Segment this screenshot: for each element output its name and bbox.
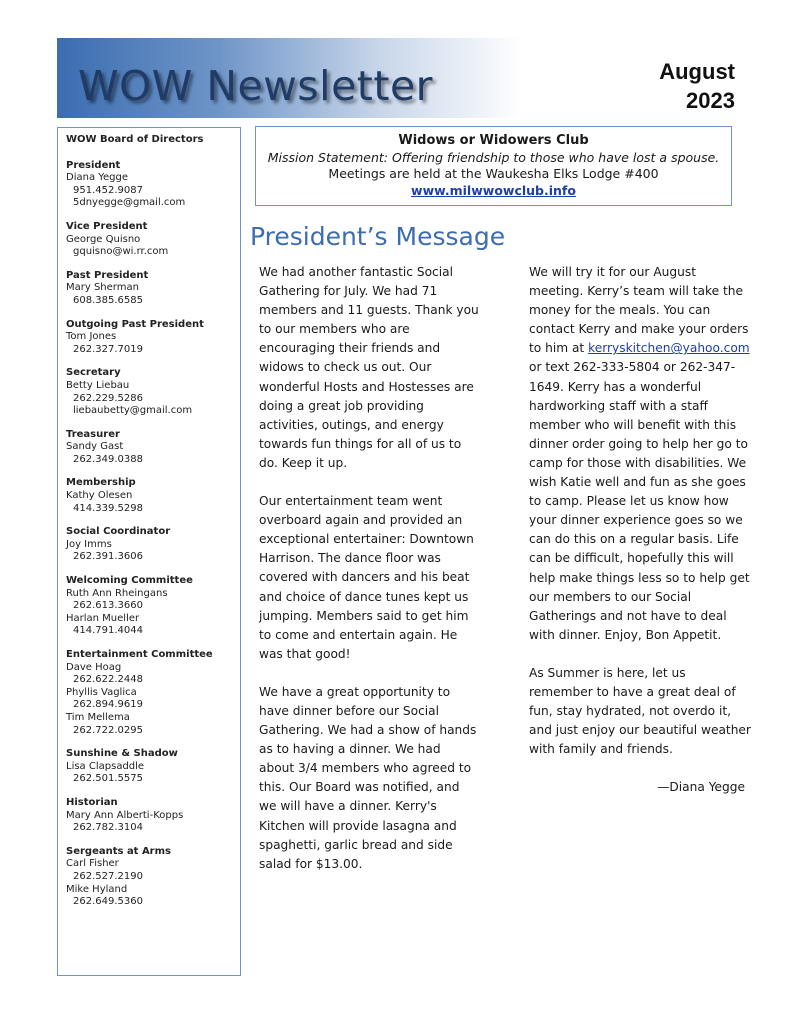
board-member-contact: 951.452.9087 [73, 184, 143, 196]
board-member-name: Joy Imms [66, 538, 112, 550]
board-member-contact: 262.229.5286 [73, 392, 143, 404]
board-member-contact: 262.782.3104 [73, 822, 143, 834]
board-member-name: Diana Yegge [66, 172, 129, 184]
sidebar-heading: WOW Board of Directors [66, 134, 204, 145]
email-link[interactable]: kerryskitchen@yahoo.com [588, 341, 750, 356]
board-member-contact: 262.722.0295 [73, 724, 143, 736]
board-member-name: Lisa Clapsaddle [66, 760, 145, 772]
issue-month: August [659, 59, 735, 84]
paragraph-text: or text 262-333-5804 or 262-347-1649. Kerry has a wonderful hardworking staff with a staff member who will benefit with this dinner order going to help her go to camp for those with disabilities. We wish Katie well and fun as she goes to camp. Please let us know how your dinner experience goes so we can do this on a regular basis. Life can be difficult, hopefully this will help make things less so to help get our members to our Social Gatherings and not have to deal with dinner. Enjoy, Bon Appetit. [529, 360, 750, 642]
board-member-name: Carl Fisher [66, 858, 119, 870]
board-of-directors-sidebar [57, 127, 241, 976]
article-column-left [259, 263, 479, 893]
board-role-group [66, 429, 240, 467]
board-member-name: George Quisno [66, 233, 141, 245]
board-member-contact: 608.385.6585 [73, 294, 143, 306]
board-member-contact: 262.349.0388 [73, 453, 143, 465]
board-member-name: Mary Ann Alberti-Kopps [66, 809, 184, 821]
board-member-contact: 414.791.4044 [73, 625, 143, 637]
board-role-group [66, 797, 240, 835]
board-role-group [66, 160, 240, 210]
sidebar-groups [66, 160, 240, 909]
board-role-title: Secretary [66, 367, 121, 379]
board-member-contact: 262.527.2190 [73, 870, 143, 882]
board-role-title: Membership [66, 477, 136, 489]
board-role-group [66, 526, 240, 564]
paragraph-text: We will try it for our August meeting. Kerry’s team will take the money for the meals. You can contact Kerry and make your orders to him at [529, 265, 749, 356]
board-role-title: Sunshine & Shadow [66, 748, 178, 760]
newsletter-title: WOW Newsletter [78, 62, 434, 110]
article-paragraph: We have a great opportunity to have dinner before our Social Gathering. We had a show of hands as to having a dinner. We had about 3/4 members who agreed to this. Our Board was notified, and we will have a dinner. Kerry's Kitchen will provide lasagna and spaghetti, garlic bread and side salad for $13.00. [259, 684, 477, 871]
board-role-group [66, 270, 240, 308]
board-role-title: Entertainment Committee [66, 649, 213, 660]
board-role-title: Social Coordinator [66, 526, 171, 538]
board-member-name: Tim Mellema [66, 711, 130, 723]
article-column-right [529, 263, 751, 816]
article-heading: President’s Message [250, 222, 506, 251]
board-member-contact: gquisno@wi.rr.com [73, 246, 169, 258]
board-role-title: Treasurer [66, 428, 120, 440]
board-member-name: Sandy Gast [66, 441, 124, 453]
website-link[interactable]: www.milwwowclub.info [411, 182, 576, 198]
board-member-contact: 262.613.3660 [73, 600, 143, 612]
signature: —Diana Yegge [657, 780, 745, 795]
board-role-group [66, 649, 240, 737]
board-member-name: Mary Sherman [66, 282, 139, 294]
meeting-location: Meetings are held at the Waukesha Elks Lodge #400 [328, 166, 659, 181]
board-member-contact: 262.649.5360 [73, 896, 143, 908]
board-role-group [66, 846, 240, 909]
board-role-group [66, 575, 240, 638]
board-member-name: Betty Liebau [66, 379, 130, 391]
board-role-group [66, 367, 240, 417]
board-role-title: Outgoing Past President [66, 318, 204, 330]
board-role-group [66, 477, 240, 515]
article-paragraph [529, 263, 751, 645]
board-role-title: Past President [66, 269, 149, 281]
board-member-name: Tom Jones [66, 331, 117, 343]
article-paragraph: As Summer is here, let us remember to have a great deal of fun, stay hydrated, not overdo it, and just enjoy our beautiful weather with family and friends. [529, 665, 751, 757]
board-member-name: Phyllis Vaglica [66, 686, 137, 698]
board-member-contact: 5dnyegge@gmail.com [73, 197, 186, 209]
board-role-title: Vice President [66, 220, 148, 232]
board-member-contact: 262.622.2448 [73, 674, 143, 686]
board-member-contact: 414.339.5298 [73, 502, 143, 514]
board-member-contact: 262.894.9619 [73, 699, 143, 711]
board-role-title: Historian [66, 796, 118, 808]
board-role-title: Welcoming Committee [66, 575, 193, 587]
board-member-name: Harlan Mueller [66, 612, 140, 624]
board-member-name: Kathy Olesen [66, 490, 133, 502]
mission-box [255, 126, 732, 206]
article-paragraph: Our entertainment team went overboard again and provided an exceptional entertainer: Downtown Harrison. The dance floor was covered with dancers and his beat and choice of dance tunes kept us jumping. Members said to get him to come and entertain again. He was that good! [259, 494, 474, 661]
board-role-group [66, 221, 240, 259]
board-member-contact: liebaubetty@gmail.com [73, 405, 193, 417]
board-member-name: Mike Hyland [66, 883, 128, 895]
board-member-contact: 262.391.3606 [73, 551, 143, 563]
board-role-title: President [66, 159, 121, 171]
board-role-title: Sergeants at Arms [66, 845, 171, 857]
article-paragraph: We had another fantastic Social Gathering for July. We had 71 members and 11 guests. Thank you to our members who are encouraging their friends and widows to check us out. Our wonderful Hosts and Hostesses are doing a great job providing activities, outings, and energy towards fun things for all of us to do. Keep it up. [259, 265, 479, 470]
board-role-group [66, 748, 240, 786]
board-member-name: Ruth Ann Rheingans [66, 587, 168, 599]
board-member-name: Dave Hoag [66, 661, 122, 673]
board-role-group [66, 319, 240, 357]
mission-statement: Mission Statement: Offering friendship to those who have lost a spouse. [267, 149, 720, 165]
board-member-contact: 262.327.7019 [73, 343, 143, 355]
club-name: Widows or Widowers Club [398, 133, 589, 148]
issue-year: 2023 [686, 88, 735, 113]
board-member-contact: 262.501.5575 [73, 773, 143, 785]
